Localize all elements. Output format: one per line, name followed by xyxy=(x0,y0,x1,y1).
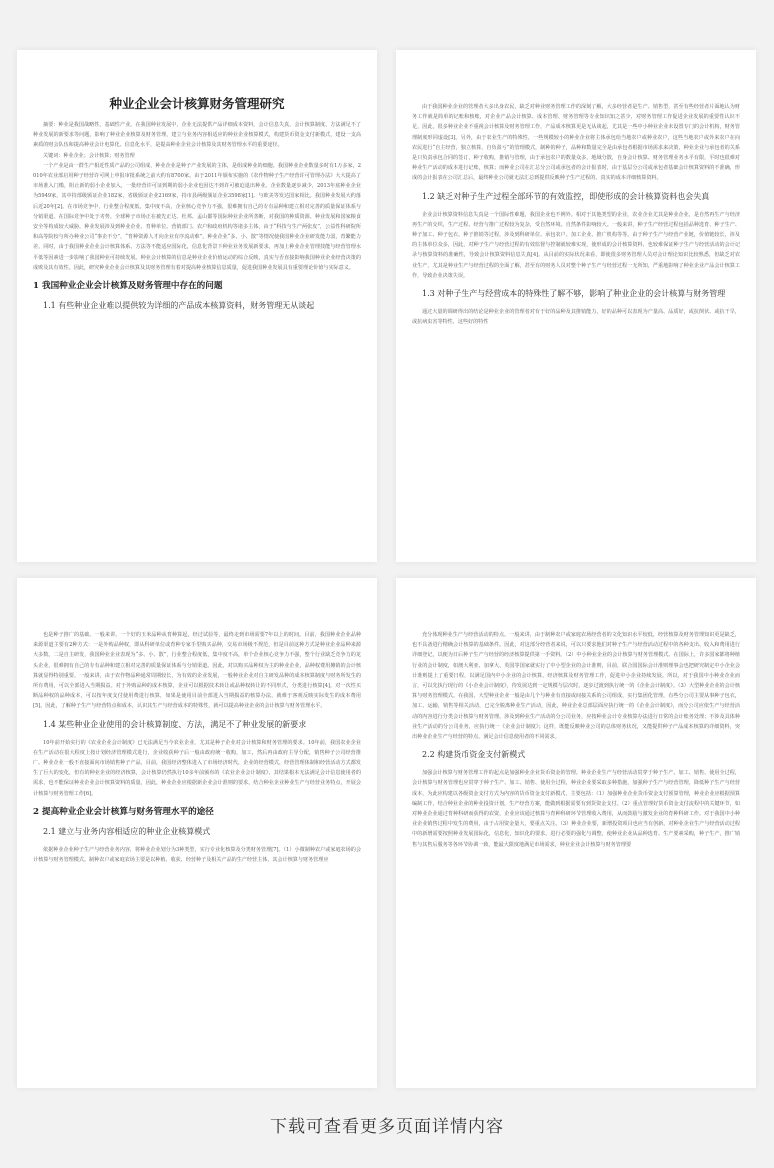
subsection-heading-1-3: 1.3 对种子生产与经营成本的特殊性了解不够，影响了种业企业的会计核算与财务管理 xyxy=(422,289,726,299)
subsection-heading-2-2: 2.2 构建货币资金支付新模式 xyxy=(422,750,526,760)
document-page-4 xyxy=(396,578,756,1088)
body-paragraph: 也是种子推广的基础。一般来讲，一个好的玉米品种从育种算起，经过试验等，最终走到市场需要7年以上的时间。目前，我国种业企业品种来源渠道主要有2种方式：一是外购品种权，即从科研单位或育种专家手里购买品种，交易市场极不规范，但是目前这种方式是种业企业品种来源大多数。二是自主研发，我国种业企业表现为“多、小、散”，行业整合程度低，集中度不高，单个企业核心竞争力不强，整个行业缺乏竞争力的龙头企业，很难拥有自己的专有品种和建立相对完善的质量保证体系与分销渠道。因此，对以购买品种权为主的种业企业，品种权费用摊销的会计核算就显得特别重要。一般来讲，由于农作物品种通常周期较长，为有效的企业发展，一般种业企业对自主研发品种的成本核算制度与财务所发生的所有费用，可以全部进入当期损益。对于外购品种的成本核算，企业可以根据技术转让或品种权转让的不同形式，分类进行核算[4]。对一次性买断品种权的品种成本，可以按年度支付使用费进行核算，如果是使用目前全部进入当期损益的核算办法，就难于客观反映实际发生的成本费用[5]。因此，了解种子生产与经营特点和成本，认识其生产与经营成本的特殊性，就可以提高种业企业的会计核算与财务管理水平。 xyxy=(33,632,361,710)
download-prompt[interactable]: 下载可查看更多页面详情内容 xyxy=(270,1117,504,1137)
intro-paragraph: 一个产业是由一群生产相近性质产品的公司组成，种业企业是种子产业发展的主体，是组成种业的细胞。我国种业企业数量多时有1万多家，2010年农业部启用种子经营许可网上申报审批系统之前大约有8700家。由于2011年颁布实施的《农作物种子生产经营许可管理办法》大大提高了市场准入门槛，阻止新的弱小企业加入，一批经营许可证到期的弱小企业也因达不到许可被迫退出种业。企业数量逐步减少，2013年底种业企业为5949家，其中持部级颁证企业182家，省级颁证企业2169家，持市县两级颁证企业3598家[1]。与欧美等发达国家相比，我国种业发展大约落后近20年[2]。在市场竞争中，行业整合程度低，集中度不高，企业核心竞争力不强，很难拥有自己的专有品种和建立相对完善的质量保证体系与分销渠道。在国际竞争中处于劣势。全球种子市场正在被先正达、杜邦、孟山都等国际种业企业所垄断，对我国的种质资源、种业发展和国家粮食安全等构成较大威胁。种业发展涉及到种业企业、育种单位、营销部门、农户和政府机构等诸多主体，由于“科技与生产两张皮”，公益性科研院所和高等院校与所办种业公司“事企不分”，“育种资源人才向企业有序流动难”，种业企业“多、小、散”等情况使我国种业企业研发能力弱，育繁能力差。同时，由于我国种业企业会计核算体系、方法等不能适应国际化，信息化背景下种业业务发展新要求，再加上种业企业管理技能与经营管理水平低等因素进一步影响了我国种业可持续发展。种业会计核算的信息是种业企业价值运动的综合反映，真实与否直接影响我国种业企业经营决策的成败及其有效性。因此，研究种业企业会计核算及其财务管理有着对提高种业核算信息质量，促进我国种业发展具有重要理论价值与实际意义。 xyxy=(33,162,361,271)
section-heading-2: 2 提高种业企业会计核算与财务管理水平的途径 xyxy=(33,806,214,817)
body-paragraph: 依据种业企业种子生产与经营业务内容，将种业企业划分为3种类型，实行专业化核算及分类财务管理[7]。（1）小微制种农户或家庭农场的会计核算与财务管理模式。制种农户或家庭农场主要是以种植、收获、经营种子及相关产品的生产经营主体，其会计核算与财务管理应 xyxy=(33,846,361,864)
keywords: 关键词：种业企业；会计核算；财务管理 xyxy=(43,152,135,159)
body-paragraph: 10年前开始实行的《农业企业会计制度》已无法满足当今农业企业，尤其是种子企业对会计核算和财务管理的要求。10年前，我国农业企业在生产活动在很大程度上按计划经济管理模式进行，企业收获种子后一般由政府统一收购，加工，然后再由政府主导分配，销售种子公司经营推广。种业企业一般不直接面向市场销售种子产品，目前，我国经济整体进入了市场经济时代，企业的经营模式，经营管理体制和经营活动方式都发生了巨大的变化，但有的种业企业的经济核算，会计核算仍然执行10多年前颁布的《农业企业会计制度》，其结果根本无法满足会计信息使用者的需求，也不能保证种业企业会计核算资料的质量，因此，种业企业应根据新企业会计准则的要求，结合种业企业种业生产与经营业务特点，开展会计核算与财务管理工作[6]。 xyxy=(33,739,361,797)
paper-title: 种业企业会计核算财务管理研究 xyxy=(109,96,285,111)
subsection-heading-2-1: 2.1 建立与业务内容相适应的种业企业核算模式 xyxy=(43,826,211,836)
body-paragraph: 由于我国种业企业的管理者大多出身农民，缺乏对种业财务管理工作的深刻了解，大多经营者是生产、销售型，甚至有些经营者片面地认为财务工作就是简单的记账和核账，对企业产品会计核算、成本管理、财务管理等专业知识知之甚少，对财务管理工作促进企业发展的重要性认识不足，因此，很多种业企业不重视会计核算及财务管理工作，产品成本核算更是无从谈起，尤其是一些中小种业企业未设置专门的会计机构，财务管理制度形同虚设[3]。另外，由于农业生产的特殊性，一些规模较小的种业企业将主体承包给当地农户或种业农户，这些当地农户或外来农户在向农民进行“自主经营，独立核算，自负盈亏”的管理模式，制种的种子，品种和数量完全是由承包者根据市场需求来决策，种业企业与承包者的关系是只负责承包合同的签订，种子收购，推销与管理，由于承包农户的数量众多，地域分散，自身会计核算、财务管理业务水平有限，平时也很难对种业生产活动的成本进行记账，核算；而种业公司在汇总分公司或承包者的会计报表时，由于基层分公司或承包者基础会计核算资料的不准确，形成的会计报表在公司汇总后，最终种业公司就无法汇总到提供反映种子生产过程的、真实的成本详细核算资料。 xyxy=(412,104,740,182)
body-paragraph: 通过大量的调研得出的结论是种业企业的管理者对有于好的品种及其推销能力，好的品种可以表现为产量高、品质好，或抗倒伏、或抗干旱，或抗病虫害等特性，这些好的特性 xyxy=(412,309,740,326)
body-paragraph: 企业会计核算资料信息失真是一个国际性难题，我国企业也不例外。相对于其他类型的企业，农业企业尤其是种业企业，是自然再生产与经济再生产的交织，生产过程、经营与推广过程较为复杂，受自然环境、自然条件影响较大。一般来讲，种子生产经营过程包括品种选育、种子生产、种子加工、种子包衣、种子推销等过程，涉及到科研单位、承包农户、加工企业、推广机构等等。由于种子生产与经营产业链，价值链较长，涉及的主体单位众多，因此，对种子生产与经营过程的有效监督与控制就较难实现，使形成的会计核算资料，也较难保证种子生产与经营活动的会计记录与核算资料的准确性，导致会计核算资料信息失真[4]。从目前的实际状况来看，即使很多财务管理人员对会计理论知识比较熟悉，但缺乏对农业生产，尤其是种业生产与经营过程的全面了解，甚至有的财务人员对整个种子生产与经营过程一无所知，严重地影响了种业企业产品会计核算工作，导致企业决策失误。 xyxy=(412,211,740,279)
subsection-heading-1-2: 1.2 缺乏对种子生产过程全部环节的有效监控，即使形成的会计核算资料也会失真 xyxy=(422,191,710,201)
abstract: 摘要：种业是我国战略性、基础性产业。在我国种业发展中，企业无法提供产品详细成本资料，会计信息失真，会计核算制度、方法满足不了种业发展的新要求等问题，影响了种业企业核算及财务管理，建立与业务内容相适应的种业企业核算模式，构建货币资金支付新模式，建设一支高素质的财会队伍和提高种业会计电算化、信息化水平，是提高种业企业会计核算及其财务管理水平的重要途径。 xyxy=(33,122,361,149)
document-page-2 xyxy=(396,50,756,562)
subsection-heading-1-4: 1.4 某些种业企业使用的会计核算制度、方法，满足不了种业发展的新要求 xyxy=(43,719,307,729)
document-page-1 xyxy=(17,50,377,562)
body-paragraph: 充分体现种业生产与经营活动的特点。一般来讲，由于制种农户或家庭农场经营者的文化知识水平较低，经营核算及财务管理知识更是缺乏，也不具备进行精确会计核算的基础条件。因此，对这部分经营者来说，可以只要求他们对种子生产与经营活动过程中的各种支出、收入和费用进行详细登记，以便为日后种子生产与经营的经济核算提供第一手资料。（2）中小种业企业的会计核算与财务管理模式。在国际上，许多国家都将种植行业的会计制度，如澳大利亚、加拿大、英国等国家就实行了中小型企业的会计准则，目前，联合国国际会计准则理事会也把研究制定中小企业会计准则提上了重要日程，以满足国内中小企业的会计核算，经济核算及财务管理工作，促进中小企业持续发展。所以，对于我国中小种业企业而言，可以先执行现行的《小企业会计制度》，待发展达到一定规模与层次时，逐步过渡到执行统一的《企业会计制度》。（3）大型种业企业的会计核算与财务管理模式。在我国，大型种业企业一般是由几个与种业有直接或间接关系的公司组成，实行集团化管理，有些分公司主要从事种子包衣，加工，运输，销售等相关活动，已完全脱离种业生产活动，因此，种业企业总部层面应执行统一的《企业会计制度》，而分公司应依生产与经营活动的内容进行分类会计核算与财务管理。涉及到种业生产活动的分公司业务，应按种业会计专业核算办法进行日常的会计账务处理；不涉及具体种业生产活动的分公司业务，应执行统一《企业会计制度》；这样，既能反映种业公司的总体财务状况，又能提供种子产品成本核算的详细资料，突出种业企业生产与经营的特点，满足会计信息使用者的不同需求。 xyxy=(412,632,740,741)
body-paragraph: 加强会计核算与财务管理工作的起点是加强种业企业货币资金的管理。种业企业生产与经营活动贯穿于种子生产、加工、销售、使用全过程，会计核算与财务管理也应贯穿于种子生产、加工、销售、使用全过程，种业企业要采取多种措施，加强种子生产与经营管理，降低种子生产与经营成本，为此应构建以各级资金支付方式为内容的货币资金支付新模式，主要包括：（1）加强种业企业货币资金支付预算管理，种业企业应根据预算编制工作，结合种业企业的种业投资计划，生产经营方案，能做到根据需要有到货资金支付。（2）重点管理好货币资金支付流程中的关键环节，如对种业企业通过育种科研而获得的农资，企业应该通过核算与育种科研环节管理收入费用，从而鼓励与激发企业的育种科研工作。对于我国中小种业企业销售过程中发生的费用，由于占用资金量大，要重点关注。（3）种业企业要，新增投资项目也应当有创新，对种业企业生产与经营活动过程中的新增需要按照种业发展国际化，信息化，知识化的要求，进行必要的强化与调整，使种业企业从品种选育、生产要素采购，种子生产，推广销售与其售后服务等各环节协调一致，能最大限度地满足市场需求，种业企业会计核算与财务管理要 xyxy=(412,770,740,848)
section-heading-1: 1 我国种业企业会计核算及财务管理中存在的问题 xyxy=(33,281,223,292)
subsection-heading-1-1: 1.1 有些种业企业难以提供较为详细的产品成本核算资料，财务管理无从谈起 xyxy=(43,301,315,311)
document-page-3 xyxy=(17,578,377,1088)
